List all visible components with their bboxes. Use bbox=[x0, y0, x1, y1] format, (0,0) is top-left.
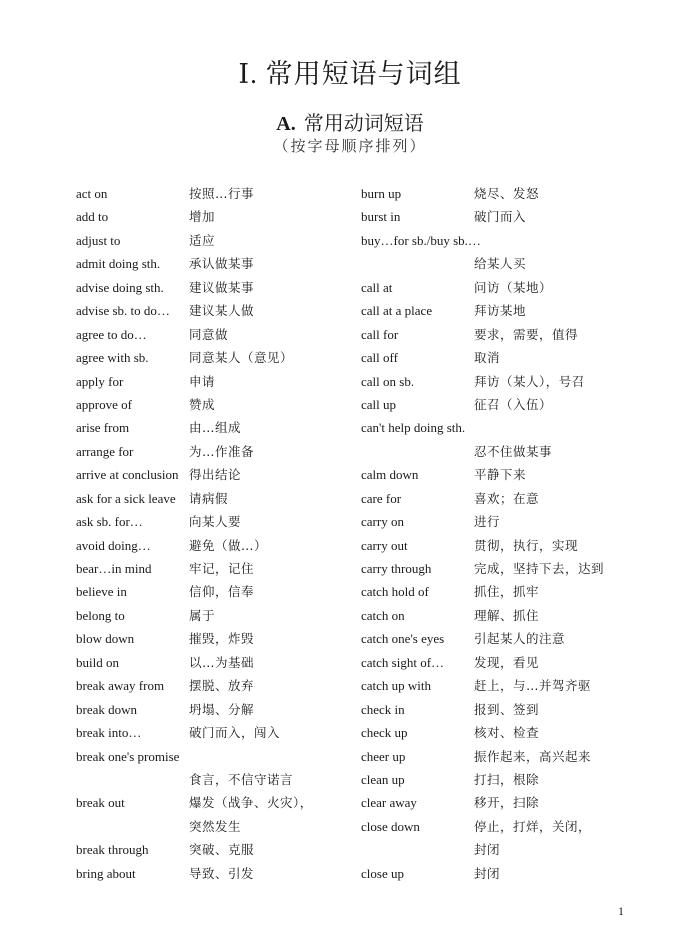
phrase-chinese: 增加 bbox=[189, 209, 216, 225]
phrase-english: believe in bbox=[76, 584, 127, 600]
phrase-row bbox=[76, 745, 356, 768]
phrase-row bbox=[361, 463, 661, 486]
phrase-row bbox=[361, 276, 661, 299]
phrase-english: catch up with bbox=[361, 678, 432, 694]
phrase-english: ask for a sick leave bbox=[76, 490, 176, 506]
phrase-english: break one's promise bbox=[76, 748, 180, 764]
phrase-chinese: 核对、检查 bbox=[474, 725, 540, 741]
phrase-chinese: 打扫，根除 bbox=[474, 771, 540, 787]
phrase-row bbox=[361, 791, 661, 814]
phrase-chinese: 向某人要 bbox=[189, 514, 242, 530]
phrase-row bbox=[76, 229, 356, 252]
phrase-english: blow down bbox=[76, 631, 135, 647]
phrase-row bbox=[361, 557, 661, 580]
phrase-english: arrive at conclusion bbox=[76, 467, 179, 483]
phrase-chinese: 建议某人做 bbox=[189, 303, 255, 319]
phrase-english: act on bbox=[76, 186, 108, 201]
phrase-english: advise doing sth. bbox=[76, 279, 164, 295]
phrase-chinese: 问访（某地） bbox=[474, 279, 553, 295]
phrase-chinese: 建议做某事 bbox=[189, 279, 255, 295]
phrase-english: carry on bbox=[361, 514, 404, 530]
phrase-row bbox=[76, 627, 356, 650]
phrase-english: call off bbox=[361, 350, 398, 366]
phrase-english: bear…in mind bbox=[76, 561, 152, 576]
phrase-row bbox=[76, 604, 356, 627]
phrase-row bbox=[76, 510, 356, 533]
phrase-chinese: 封闭 bbox=[474, 865, 501, 881]
phrase-chinese: 给某人买 bbox=[474, 256, 527, 272]
phrase-chinese: 适应 bbox=[189, 232, 216, 248]
phrase-row bbox=[361, 205, 661, 228]
phrase-row bbox=[76, 838, 356, 861]
phrase-english: catch hold of bbox=[361, 584, 429, 600]
phrase-english: burn up bbox=[361, 186, 402, 201]
phrase-english: call up bbox=[361, 396, 397, 412]
phrase-row bbox=[361, 229, 661, 252]
phrase-row bbox=[76, 346, 356, 369]
phrase-chinese: 牢记，记住 bbox=[189, 561, 255, 576]
section-heading bbox=[0, 107, 700, 136]
phrase-chinese: 拜访（某人），号召 bbox=[474, 373, 585, 389]
phrase-chinese: 以…为基础 bbox=[189, 654, 255, 670]
phrase-row bbox=[76, 651, 356, 674]
phrase-row bbox=[361, 323, 661, 346]
phrase-row bbox=[76, 276, 356, 299]
phrase-english: add to bbox=[76, 209, 109, 225]
phrase-english: care for bbox=[361, 490, 402, 506]
phrase-row bbox=[76, 393, 356, 416]
phrase-row bbox=[361, 510, 661, 533]
phrase-english: ask sb. for… bbox=[76, 514, 143, 530]
phrase-row bbox=[361, 838, 661, 861]
phrase-english: cheer up bbox=[361, 748, 406, 764]
phrase-chinese: 平静下来 bbox=[474, 467, 527, 483]
phrase-chinese: 避免（做…） bbox=[189, 537, 268, 553]
phrase-chinese: 按照…行事 bbox=[189, 186, 255, 201]
phrase-english: clear away bbox=[361, 795, 417, 811]
phrase-row bbox=[76, 557, 356, 580]
phrase-chinese: 爆发（战争、火灾）， bbox=[189, 795, 313, 811]
phrase-row bbox=[76, 815, 356, 838]
phrase-english: advise sb. to do… bbox=[76, 303, 170, 319]
phrase-english: close up bbox=[361, 865, 404, 881]
phrase-chinese: 坍塌、分解 bbox=[189, 701, 255, 717]
phrase-chinese: 取消 bbox=[474, 350, 501, 366]
phrase-chinese: 属于 bbox=[189, 607, 216, 623]
phrase-english: check up bbox=[361, 725, 408, 741]
phrase-row bbox=[361, 182, 661, 205]
phrase-row bbox=[76, 416, 356, 439]
phrase-english: avoid doing… bbox=[76, 537, 151, 553]
phrase-list-right bbox=[361, 182, 661, 885]
phrase-chinese: 赶上，与…并驾齐驱 bbox=[474, 678, 592, 694]
phrase-english: clean up bbox=[361, 771, 405, 787]
phrase-row bbox=[361, 674, 661, 697]
phrase-row bbox=[361, 745, 661, 768]
phrase-english: carry out bbox=[361, 537, 408, 553]
phrase-english: approve of bbox=[76, 396, 132, 412]
phrase-chinese: 忍不住做某事 bbox=[474, 443, 553, 459]
phrase-row bbox=[361, 698, 661, 721]
phrase-row bbox=[361, 487, 661, 510]
ordering-note: （按字母顺序排列） bbox=[273, 139, 427, 155]
phrase-chinese: 摧毁，炸毁 bbox=[189, 631, 255, 647]
phrase-chinese: 贯彻，执行，实现 bbox=[474, 537, 579, 553]
phrase-row bbox=[76, 674, 356, 697]
phrase-row bbox=[76, 862, 356, 885]
phrase-row bbox=[361, 862, 661, 885]
phrase-row bbox=[76, 370, 356, 393]
phrase-chinese: 完成，坚持下去，达到 bbox=[474, 561, 605, 576]
phrase-chinese: 突然发生 bbox=[189, 818, 242, 834]
phrase-english: break away from bbox=[76, 678, 165, 694]
phrase-row bbox=[76, 721, 356, 744]
phrase-row bbox=[76, 698, 356, 721]
phrase-list-left bbox=[76, 182, 356, 885]
phrase-english: break out bbox=[76, 795, 125, 811]
phrase-english: carry through bbox=[361, 561, 432, 576]
phrase-chinese: 信仰，信奉 bbox=[189, 584, 255, 600]
phrase-row bbox=[361, 416, 661, 439]
phrase-row bbox=[361, 393, 661, 416]
phrase-chinese: 征召（入伍） bbox=[474, 396, 553, 412]
phrase-chinese: 破门而入 bbox=[474, 209, 527, 225]
phrase-chinese: 同意某人（意见） bbox=[189, 350, 294, 366]
phrase-chinese: 发现，看见 bbox=[474, 654, 540, 670]
phrase-row bbox=[76, 252, 356, 275]
phrase-row bbox=[76, 205, 356, 228]
phrase-chinese: 停止，打烊，关闭， bbox=[474, 818, 592, 834]
phrase-chinese: 抓住，抓牢 bbox=[474, 584, 540, 600]
phrase-chinese: 报到、签到 bbox=[474, 701, 540, 717]
phrase-chinese: 赞成 bbox=[189, 396, 216, 412]
phrase-chinese: 振作起来，高兴起来 bbox=[474, 748, 592, 764]
phrase-english: call at bbox=[361, 279, 393, 295]
phrase-chinese: 为…作准备 bbox=[189, 443, 255, 459]
page-number: 1 bbox=[618, 904, 624, 918]
phrase-english: catch sight of… bbox=[361, 654, 445, 670]
phrase-english: apply for bbox=[76, 373, 124, 389]
phrase-chinese: 拜访某地 bbox=[474, 303, 527, 319]
phrase-chinese: 请病假 bbox=[189, 490, 229, 506]
phrase-row bbox=[76, 791, 356, 814]
phrase-chinese: 由…组成 bbox=[189, 420, 242, 436]
phrase-chinese: 破门而入，闯入 bbox=[189, 725, 281, 741]
phrase-chinese: 承认做某事 bbox=[189, 256, 255, 272]
phrase-english: catch on bbox=[361, 607, 405, 623]
phrase-english: call on sb. bbox=[361, 373, 415, 389]
phrase-english: agree with sb. bbox=[76, 350, 149, 366]
phrase-english: break through bbox=[76, 842, 149, 858]
phrase-row bbox=[76, 463, 356, 486]
phrase-chinese: 烧尽、发怒 bbox=[474, 186, 540, 201]
phrase-row bbox=[361, 346, 661, 369]
phrase-chinese: 喜欢；在意 bbox=[474, 490, 540, 506]
phrase-chinese: 封闭 bbox=[474, 842, 501, 858]
phrase-chinese: 理解、抓住 bbox=[474, 607, 540, 623]
section-letter: A. bbox=[276, 113, 296, 135]
phrase-english: can't help doing sth. bbox=[361, 420, 466, 436]
phrase-english: belong to bbox=[76, 607, 125, 623]
phrase-english: agree to do… bbox=[76, 326, 147, 342]
phrase-english: arise from bbox=[76, 420, 130, 436]
phrase-chinese: 导致、引发 bbox=[189, 865, 255, 881]
phrase-english: buy…for sb./buy sb.… bbox=[361, 232, 481, 248]
phrase-row bbox=[361, 252, 661, 275]
phrase-row bbox=[361, 370, 661, 393]
phrase-english: call at a place bbox=[361, 303, 433, 319]
page-title: Ⅰ. 常用短语与词组 bbox=[238, 59, 462, 89]
phrase-row bbox=[76, 323, 356, 346]
phrase-row bbox=[361, 440, 661, 463]
phrase-english: calm down bbox=[361, 467, 419, 483]
phrase-chinese: 得出结论 bbox=[189, 467, 242, 483]
phrase-english: check in bbox=[361, 701, 405, 717]
phrase-row bbox=[76, 182, 356, 205]
phrase-chinese: 进行 bbox=[474, 514, 501, 530]
phrase-english: catch one's eyes bbox=[361, 631, 445, 647]
phrase-row bbox=[361, 534, 661, 557]
phrase-english: break into… bbox=[76, 725, 142, 741]
phrase-row bbox=[76, 534, 356, 557]
phrase-row bbox=[361, 627, 661, 650]
phrase-row bbox=[361, 299, 661, 322]
phrase-row bbox=[76, 299, 356, 322]
phrase-chinese: 同意做 bbox=[189, 326, 229, 342]
phrase-english: burst in bbox=[361, 209, 401, 225]
phrase-english: build on bbox=[76, 654, 119, 670]
phrase-row bbox=[361, 651, 661, 674]
phrase-english: bring about bbox=[76, 865, 136, 881]
phrase-row bbox=[361, 815, 661, 838]
phrase-chinese: 突破、克服 bbox=[189, 842, 255, 858]
phrase-chinese: 摆脱、放弃 bbox=[189, 678, 255, 694]
phrase-chinese: 申请 bbox=[189, 373, 216, 389]
phrase-english: break down bbox=[76, 701, 138, 717]
phrase-row bbox=[76, 487, 356, 510]
phrase-chinese: 要求，需要，值得 bbox=[474, 326, 579, 342]
phrase-row bbox=[361, 580, 661, 603]
phrase-chinese: 移开，扫除 bbox=[474, 795, 540, 811]
phrase-row bbox=[361, 768, 661, 791]
phrase-row bbox=[76, 580, 356, 603]
section-title: 常用动词短语 bbox=[303, 113, 424, 135]
phrase-english: call for bbox=[361, 326, 399, 342]
phrase-row bbox=[76, 440, 356, 463]
phrase-english: admit doing sth. bbox=[76, 256, 161, 272]
phrase-english: adjust to bbox=[76, 232, 121, 248]
phrase-english: arrange for bbox=[76, 443, 134, 459]
phrase-row bbox=[76, 768, 356, 791]
phrase-row bbox=[361, 604, 661, 627]
phrase-chinese: 引起某人的注意 bbox=[474, 631, 566, 647]
phrase-english: close down bbox=[361, 818, 420, 834]
phrase-row bbox=[361, 721, 661, 744]
phrase-chinese: 食言，不信守诺言 bbox=[189, 771, 294, 787]
